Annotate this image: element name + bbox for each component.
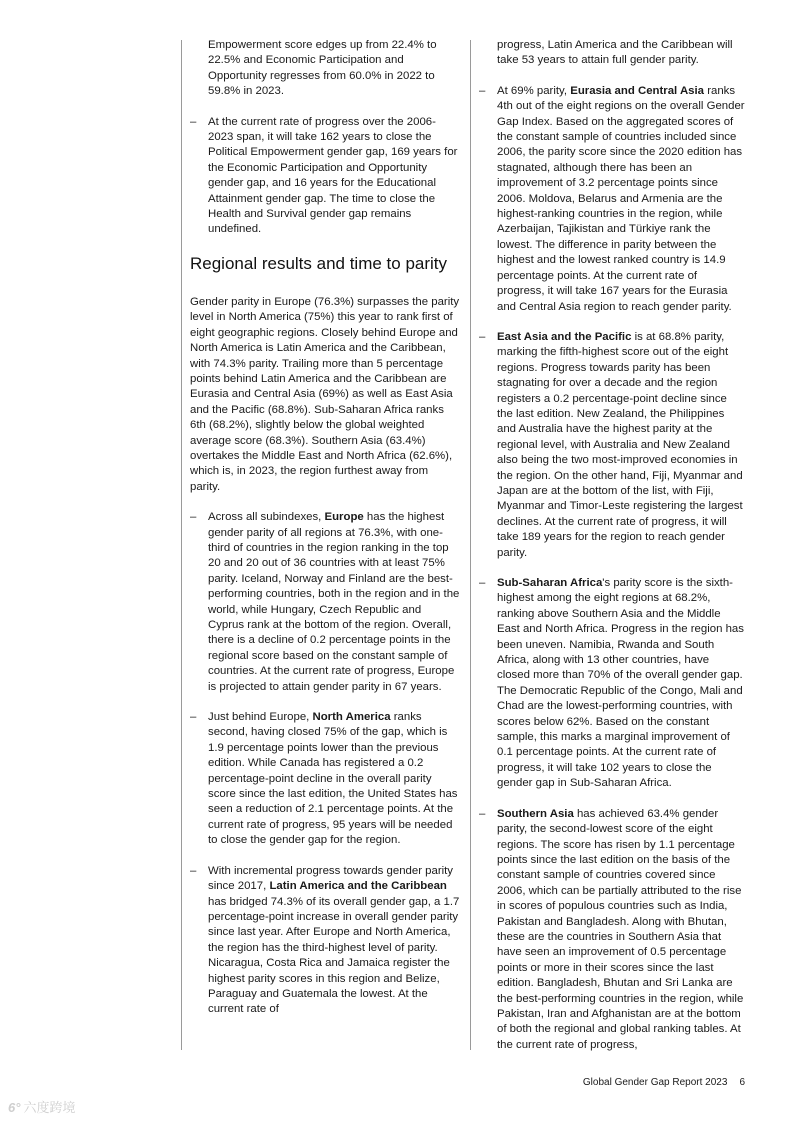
text-after: ranks second, having closed 75% of the gap, which is 1.9 percentage points lower than the previous edition. While Canada has registered a 0.2 percentage-point decline in the overall parity score since the last edition, the United States has seen a reduction of 2.1 percentage points. At the current rate of progress, 95 years will be needed to close the gender gap for the region. [208, 711, 458, 847]
list-item-southern-asia [479, 807, 745, 1054]
region-name: Latin America and the Caribbean [269, 880, 447, 893]
text-after: 's parity score is the sixth-highest among the eight regions at 68.2%, ranking above Southern Asia and the Middle East and North Africa. Progress in the region has been uneven. Namibia, Rwanda and South Africa, along with 13 other countries, have closed more than 70% of the overall gender gap. The Democratic Republic of the Congo, Mali and Chad are the lowest-performing countries, with scores below 62%. Based on the constant sample, this marks a marginal improvement of 0.1 percentage points. At the current rate of progress, it will take 102 years to close the gender gap in Sub-Saharan Africa. [497, 577, 744, 790]
text-after: has achieved 63.4% gender parity, the second-lowest score of the eight regions. The score has risen by 1.1 percentage points since the last edition on the basis of the constant sample of countries covered since 2006, which can be partially attributed to the rise in scores of populous countries such as India, Pakistan and Bangladesh. Along with Bhutan, these are the countries in Southern Asia that have seen an improvement of 0.5 percentage points or more in their scores since the last edition. Bangladesh, Bhutan and Sri Lanka are the best-performing countries in the region, while Pakistan, Iran and Afghanistan are at the bottom of both the regional and global ranking tables. At the current rate of progress, [497, 807, 744, 1051]
text-after: ranks 4th out of the eight regions on the overall Gender Gap Index. Based on the aggregated scores of the constant sample of countries included since 2006, the parity score since the 2020 edition has stagnated, although there has been an improvement of 3.2 percentage points since 2006. Moldova, Belarus and Armenia are the highest-ranking countries in the region, while Azerbaijan, Tajikistan and Türkiye rank the lowest. The difference in parity between the highest and the lowest ranked country is 14.9 percentage points. At the current rate of progress, it will take 167 years for the Eurasia and Central Asia region to reach gender parity. [497, 84, 745, 313]
list-item-sub-saharan-africa [479, 576, 745, 792]
list-item-time-to-parity [190, 115, 460, 238]
watermark [8, 1097, 75, 1116]
region-name: Sub-Saharan Africa [497, 577, 603, 589]
intro-paragraph: Gender parity in Europe (76.3%) surpasses the parity level in North America (75%) this year to rank first of eight geographic regions. Closely behind Europe and North America is Latin America and the Caribbean, with 74.3% parity. Trailing more than 5 percentage points behind Latin America and the Caribbean are Eurasia and Central Asia (69%) as well as East Asia and the Pacific (68.8%). Sub-Saharan Africa ranks 6th (68.2%), slightly below the global weighted average score (68.3%). Southern Asia (63.4%) overtakes the Middle East and North Africa (62.6%), which is, in 2023, the region furthest away from parity. [190, 295, 460, 493]
page-number: 6 [739, 1077, 745, 1088]
list-dash: – [190, 511, 197, 524]
continued-text: progress, Latin America and the Caribbean will take 53 years to attain full gender parity. [497, 39, 733, 67]
list-dash: – [479, 807, 486, 820]
text-after: has the highest gender parity of all regions at 76.3%, with one-third of countries in the region ranking in the top 20 and 20 out of 36 countries with at least 75% parity. Iceland, Norway and Finland are the best-performing countries, both in the region and in the world, while Hungary, Czech Republic and Cyprus rank at the bottom of the region. Overall, there is a decline of 0.2 percentage points in the regional score based on the constant sample of countries. At the current rate of progress, Europe is projected to attain gender parity in 67 years. [208, 511, 460, 693]
text-after: has bridged 74.3% of its overall gender gap, a 1.7 percentage-point increase in overall gender parity since last year. After Europe and North America, the region has the third-highest level of parity. Nicaragua, Costa Rica and Jamaica register the highest parity scores in this region and Belize, Paraguay and Guatemala the lowest. At the current rate of [208, 895, 460, 1016]
text-before: With incremental progress towards gender parity since 2017, [208, 864, 454, 893]
list-dash: – [479, 577, 486, 589]
right-column [479, 38, 745, 1068]
section-heading: Regional results and time to parity [190, 253, 448, 273]
list-item-europe [190, 510, 460, 695]
left-column-rule [181, 40, 182, 1050]
region-name: North America [312, 711, 391, 724]
region-name: Eurasia and Central Asia [570, 84, 705, 97]
list-dash: – [479, 84, 486, 97]
list-item-text: At the current rate of progress over the 2006-2023 span, it will take 162 years to close the Political Empowerment gender gap, 169 years for the Economic Participation and Opportunity gender gap, and 16 years for the Educational Attainment gender gap. The time to close the Health and Survival gender gap remains undefined. [208, 115, 458, 236]
continued-list-item [190, 38, 460, 100]
text-before: At 69% parity, [497, 84, 571, 97]
list-dash: – [479, 330, 486, 343]
list-item-north-america [190, 710, 460, 849]
list-dash: – [190, 864, 197, 877]
list-item-east-asia [479, 330, 745, 561]
text-after: is at 68.8% parity, marking the fifth-highest score out of the eight regions. Progress towards parity has been stagnating for over a decade and the region registers a 0.2 percentage-point decline since the last edition. New Zealand, the Philippines and Australia have the highest parity at the regional level, with Australia and New Zealand also being the two most-improved economies in the region. On the other hand, Fiji, Myanmar and Japan are at the bottom of the list, with Fiji, Myanmar and Timor-Leste registering the largest declines. At the current rate of progress, it will take 189 years for the region to reach gender parity. [497, 330, 743, 559]
text-before: Across all subindexes, [208, 511, 325, 524]
list-item-latin-america [190, 864, 460, 1018]
region-name: Southern Asia [497, 807, 574, 820]
right-column-rule [470, 40, 471, 1050]
watermark-text: 六度跨境 [23, 1100, 76, 1115]
region-name: Europe [324, 511, 364, 524]
continued-list-item [479, 38, 745, 69]
page-footer [583, 1077, 745, 1088]
left-column [190, 38, 460, 1033]
list-item-eurasia [479, 84, 745, 315]
watermark-logo-icon: 6° [8, 1100, 21, 1115]
list-dash: – [190, 711, 197, 724]
list-dash: – [190, 115, 197, 128]
continued-text: Empowerment score edges up from 22.4% to 22.5% and Economic Participation and Opportunity regresses from 60.0% in 2022 to 59.8% in 2023. [208, 39, 437, 98]
report-title: Global Gender Gap Report 2023 [582, 1077, 728, 1088]
text-before: Just behind Europe, [208, 711, 313, 724]
region-name: East Asia and the Pacific [497, 330, 632, 343]
